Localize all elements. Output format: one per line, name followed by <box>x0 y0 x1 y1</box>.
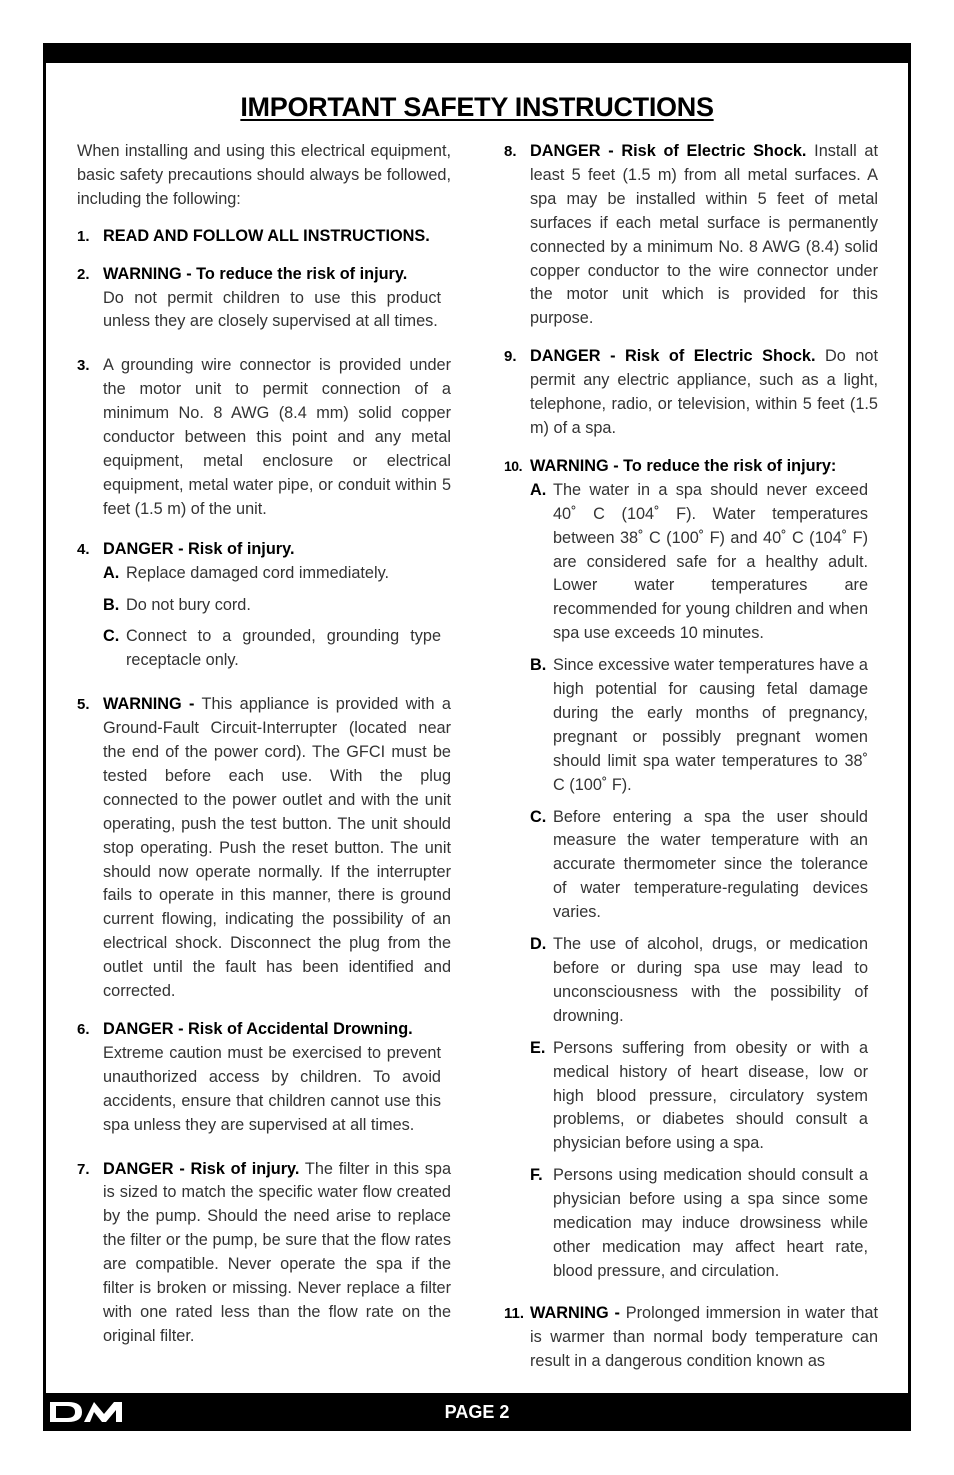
item-heading: DANGER - Risk of injury. <box>103 539 295 558</box>
item-heading: READ AND FOLLOW ALL INSTRUCTIONS. <box>103 226 430 245</box>
sub-text: Persons suffering from obesity or with a medical history of heart disease, low or high blood pressure, circulatory system problems, or diabetes should consult a physician before using a spa. <box>553 1038 868 1153</box>
sub-item-e <box>530 1037 868 1157</box>
instruction-5 <box>77 693 451 1004</box>
instruction-1 <box>77 225 451 249</box>
instruction-7 <box>77 1158 451 1349</box>
item-text: Extreme caution must be exercised to prevent unauthorized access by children. To avoid accidents, ensure that children cannot use this spa unless they are supervised at all times. <box>103 1043 441 1134</box>
sub-letter: E. <box>530 1038 546 1057</box>
sub-letter: D. <box>530 935 547 954</box>
sub-item-a <box>530 479 868 646</box>
item-heading: WARNING - <box>103 695 195 714</box>
sub-text: Replace damaged cord immediately. <box>126 563 390 582</box>
page-title: IMPORTANT SAFETY INSTRUCTIONS <box>240 92 714 122</box>
instruction-11 <box>504 1302 878 1374</box>
item-number: 10. <box>504 457 522 474</box>
item-heading: WARNING - <box>530 1303 620 1322</box>
item-heading: DANGER - Risk of Electric Shock. <box>530 142 807 160</box>
instruction-3 <box>77 354 451 521</box>
sub-item-d <box>530 933 868 1029</box>
instruction-2 <box>77 263 451 335</box>
sub-text: The use of alcohol, drugs, or medication before or during spa use may lead to unconsciousness with the possibility of drowning. <box>553 935 868 1025</box>
sub-item-a <box>103 562 441 586</box>
footer-bar <box>43 1393 911 1431</box>
item-text: A grounding wire connector is provided under the motor unit to permit connection of a minimum No. 8 AWG (8.4 mm) solid copper conductor between this point and any metal equipment, metal enclosure or electrical equipment, metal water pipe, or conduit within 5 feet (1.5 m) of the unit. <box>103 356 451 518</box>
item-number: 11. <box>504 1304 525 1322</box>
item-number: 6. <box>77 1021 90 1038</box>
item-number: 7. <box>77 1160 90 1178</box>
item-number: 4. <box>77 540 90 558</box>
item-text: Do not permit any electric appliance, such as a light, telephone, radio, or television, within 5 feet (1.5 m) of a spa. <box>530 347 878 437</box>
item-text: Prolonged immersion in water that is warmer than normal body temperature can result in a dangerous condition known as <box>530 1303 878 1370</box>
sub-letter: A. <box>103 563 120 582</box>
instruction-6 <box>77 1018 451 1138</box>
item-heading: WARNING - To reduce the risk of injury: <box>530 456 837 475</box>
sub-item-b <box>103 594 441 618</box>
sub-letter: B. <box>103 595 120 614</box>
sub-text: The water in a spa should never exceed 40˚ C (104˚ F). Water temperatures between 38˚ C (100˚ F) and 40˚ C (104˚ F) are considered safe for a healthy adult. Lower water temperatures are recommended for young children and when spa use exceeds 10 minutes. <box>553 480 868 643</box>
sub-letter: F. <box>530 1166 543 1185</box>
instruction-4 <box>77 538 451 674</box>
left-column <box>77 140 451 1363</box>
sub-text: Do not bury cord. <box>126 595 251 614</box>
item-number: 8. <box>504 143 517 160</box>
item-heading: DANGER - Risk of Accidental Drowning. <box>103 1020 413 1038</box>
sub-item-c <box>103 625 441 673</box>
item-number: 2. <box>77 265 90 283</box>
sub-letter: B. <box>530 656 547 675</box>
sub-text: Connect to a grounded, grounding type receptacle only. <box>126 627 441 670</box>
right-column <box>504 140 878 1388</box>
sub-letter: C. <box>103 627 120 646</box>
sub-item-c <box>530 806 868 926</box>
item-text: Install at least 5 feet (1.5 m) from all metal surfaces. A spa may be installed within 5 feet of metal surfaces if each metal surface is permanently connected by a minimum No. 8 AWG (8.4) solid copper conductor to the wire connector under the motor unit which is provided for this purpose. <box>530 142 878 328</box>
item-text: This appliance is provided with a Ground-Fault Circuit-Interrupter (located near the end of the power cord). The GFCI must be tested before each use. With the plug connected to the power outlet and with the unit operating, push the test button. The unit should stop operating. Push the reset button. The unit should now operate normally. If the interrupter fails to operate in this manner, there is ground current flowing, indicating the possibility of an electrical shock. Disconnect the plug from the outlet until the fault has been identified and corrected. <box>103 695 451 1001</box>
intro-paragraph: When installing and using this electrical equipment, basic safety precautions should always be followed, including the following: <box>77 142 451 208</box>
item-number: 1. <box>77 227 90 245</box>
item-text: Do not permit children to use this product unless they are closely supervised at all times. <box>103 288 441 331</box>
item-number: 5. <box>77 696 90 714</box>
page-number: PAGE 2 <box>444 1402 510 1422</box>
sub-item-f <box>530 1164 868 1284</box>
item-heading: DANGER - Risk of Electric Shock. <box>530 347 816 366</box>
sub-text: Persons using medication should consult a physician before using a spa since some medication may induce drowsiness while other medication may affect heart rate, blood pressure, and circulation. <box>553 1166 868 1280</box>
sub-letter: A. <box>530 480 547 499</box>
item-text: The filter in this spa is sized to match the specific water flow created by the pump. Should the need arise to replace the filter or the pump, be sure that the flow rates are compatible. Never operate the spa if the filter is broken or missing. Never replace a filter with one rated less than the flow rate on the original filter. <box>103 1159 451 1345</box>
sub-letter: C. <box>530 807 547 826</box>
instruction-10 <box>504 455 878 1284</box>
sub-text: Since excessive water temperatures have a high potential for causing fetal damage during the early months of pregnancy, pregnant or possibly pregnant women should limit spa water temperatures to 38˚ C (100˚ F). <box>553 656 868 794</box>
item-number: 9. <box>504 348 517 366</box>
item-number: 3. <box>77 357 90 375</box>
item-heading: DANGER - Risk of injury. <box>103 1159 300 1178</box>
instruction-8 <box>504 140 878 331</box>
sub-text: Before entering a spa the user should measure the water temperature with an accurate thermometer since the tolerance of water temperature-regulating devices varies. <box>553 807 868 922</box>
item-heading: WARNING - To reduce the risk of injury. <box>103 264 408 283</box>
instruction-9 <box>504 345 878 441</box>
sub-item-b <box>530 654 868 797</box>
